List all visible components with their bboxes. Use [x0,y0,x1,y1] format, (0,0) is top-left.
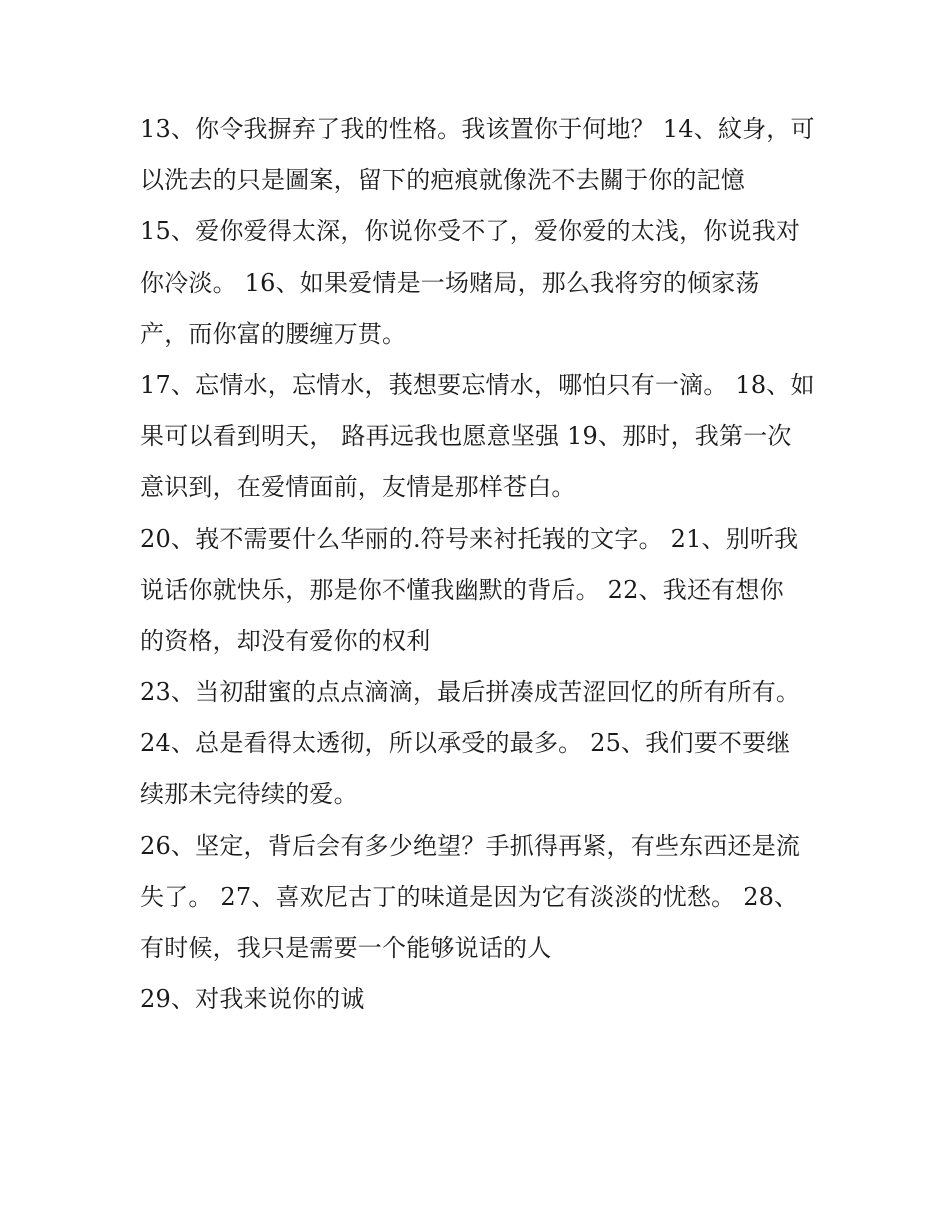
text-line: 失了。 27、喜欢尼古丁的味道是因为它有淡淡的忧愁。 28、 [140,882,799,911]
text-line: 产，而你富的腰缠万贯。 [140,319,407,348]
text-line: 以洗去的只是圖案，留下的疤痕就像洗不去關于你的記憶 [140,166,745,195]
text-line: 29、对我来说你的诚 [140,985,365,1014]
text-line: 果可以看到明天， 路再远我也愿意坚强 19、那时，我第一次 [140,422,792,451]
text-line: 的资格，却没有爱你的权利 [140,626,431,655]
text-line: 20、峩不需要什么华丽的.符号来衬托峩的文字。 21、别听我 [140,524,799,553]
text-line: 15、爱你爱得太深，你说你受不了，爱你爱的太浅，你说我对 [140,217,801,246]
text-line: 续那未完待续的爱。 [140,780,358,809]
text-line: 24、总是看得太透彻，所以承受的最多。 25、我们要不要继 [140,729,791,758]
text-line: 你冷淡。 16、如果爱情是一场赌局，那么我将穷的倾家荡 [140,268,760,297]
text-line: 有时候，我只是需要一个能够说话的人 [140,934,552,962]
text-line: 说话你就快乐，那是你不懂我幽默的背后。 22、我还有想你 [140,575,784,604]
text-line: 23、当初甜蜜的点点滴滴，最后拼凑成苦涩回忆的所有所有。 [140,678,801,707]
text-line: 26、坚定，背后会有多少绝望？手抓得再紧，有些东西还是流 [140,831,801,860]
text-line: 意识到，在爱情面前，友情是那样苍白。 [140,473,576,502]
text-line: 13、你令我摒弃了我的性格。我该置你于何地？ 14、紋身，可 [140,115,815,143]
body-text [140,104,820,1025]
text-line: 17、忘情水，忘情水，莪想要忘情水，哪怕只有一滴。 18、如 [140,370,815,399]
